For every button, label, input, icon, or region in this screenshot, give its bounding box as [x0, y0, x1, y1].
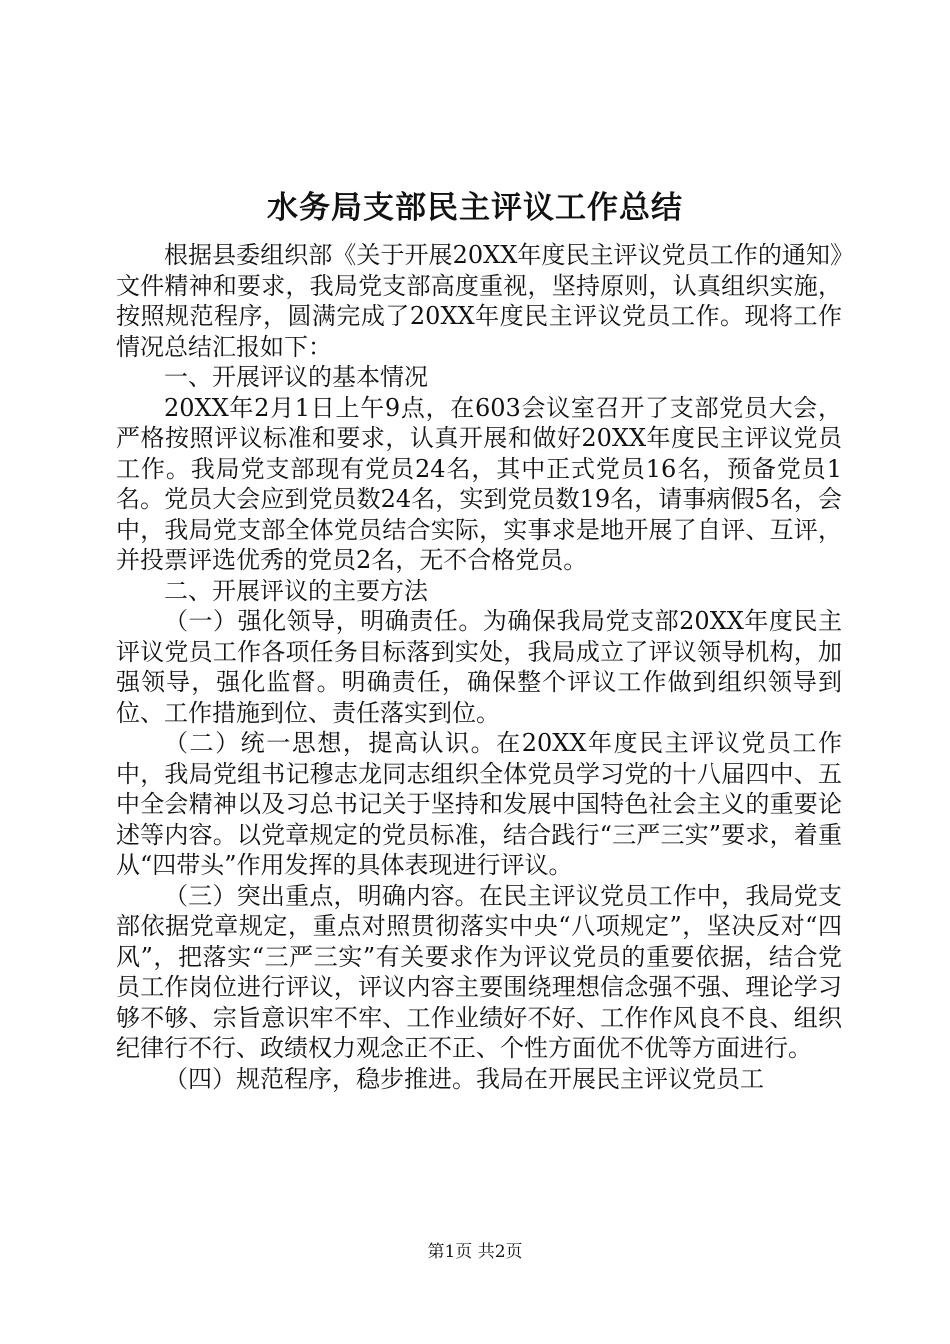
body-paragraph: （三）突出重点，明确内容。在民主评议党员工作中，我局党支部依据党章规定，重点对照贯彻落实中央“八项规定”，坚决反对“四风”，把落实“三严三实”有关要求作为评议党员的重要依据，结合党员工作岗位进行评议，评议内容主要围绕理想信念强不强、理论学习够不够、宗旨意识牢不牢、工作业绩好不好、工作作风良不良、组织纪律行不行、政绩权力观念正不正、个性方面优不优等方面进行。	[116, 881, 842, 1062]
section-heading-2: 二、开展评议的主要方法	[164, 576, 428, 605]
body-paragraph: （四）规范程序，稳步推进。我局在开展民主评议党员工	[164, 1064, 764, 1093]
document-body	[116, 240, 842, 1094]
page-footer: 第1页 共2页	[427, 1242, 523, 1262]
document-title: 水务局支部民主评议工作总结	[267, 190, 683, 226]
intro-paragraph: 根据县委组织部《关于开展20XX年度民主评议党员工作的通知》文件精神和要求，我局党支部高度重视，坚持原则，认真组织实施，按照规范程序，圆满完成了20XX年度民主评议党员工作。现将工作情况总结汇报如下：	[116, 241, 842, 361]
body-paragraph: （一）强化领导，明确责任。为确保我局党支部20XX年度民主评议党员工作各项任务目标落到实处，我局成立了评议领导机构，加强领导，强化监督。明确责任，确保整个评议工作做到组织领导到位、工作措施到位、责任落实到位。	[116, 607, 842, 727]
section-heading-1: 一、开展评议的基本情况	[164, 363, 428, 391]
body-paragraph: （二）统一思想，提高认识。在20XX年度民主评议党员工作中，我局党组书记穆志龙同志组织全体党员学习党的十八届四中、五中全会精神以及习总书记关于坚持和发展中国特色社会主义的重要论述等内容。以党章规定的党员标准，结合践行“三严三实”要求，着重从“四带头”作用发挥的具体表现进行评议。	[116, 729, 842, 879]
body-paragraph: 20XX年2月1日上午9点，在603会议室召开了支部党员大会，严格按照评议标准和要求，认真开展和做好20XX年度民主评议党员工作。我局党支部现有党员24名，其中正式党员16名，预备党员1名。党员大会应到党员数24名，实到党员数19名，请事病假5名，会中，我局党支部全体党员结合实际，实事求是地开展了自评、互评，并投票评选优秀的党员2名，无不合格党员。	[116, 393, 842, 574]
